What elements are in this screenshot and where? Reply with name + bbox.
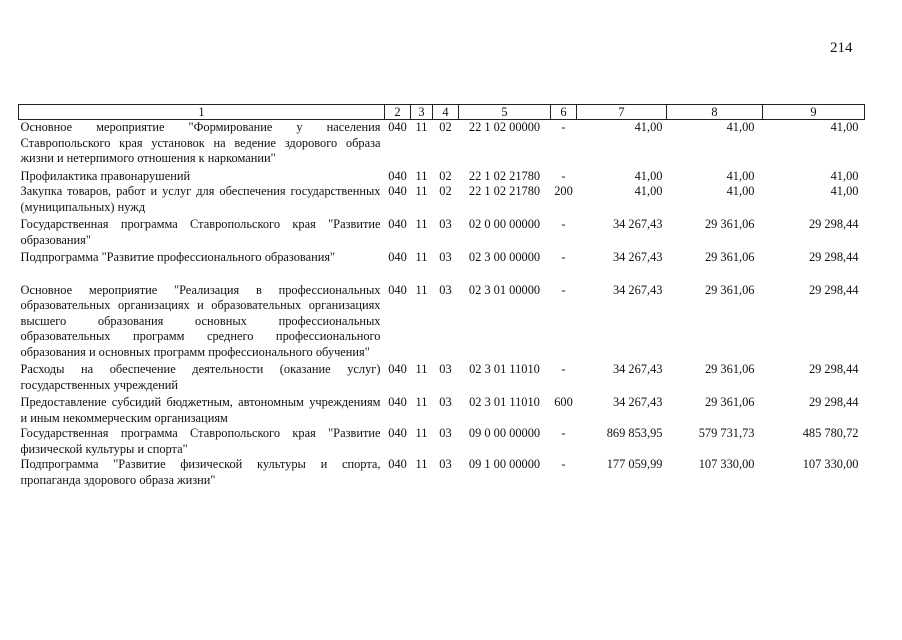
cell-amount-8: 29 361,06	[704, 217, 755, 231]
cell-subsection: 03	[439, 217, 452, 231]
cell-target-article: 22 1 02 21780	[468, 168, 541, 183]
cell-amount-8: 29 361,06	[704, 282, 755, 297]
column-header: 5	[459, 105, 551, 120]
row-name: Государственная программа Ставропольского края "Развитие образования"	[20, 217, 381, 247]
table-row	[19, 393, 865, 426]
cell-amount-7: 41,00	[634, 168, 663, 183]
cell-amount-7: 34 267,43	[612, 217, 663, 231]
cell-amount-8: 41,00	[726, 184, 755, 198]
cell-amount-9: 41,00	[830, 184, 859, 198]
cell-ministry-code: 040	[388, 250, 407, 264]
cell-amount-8: 29 361,06	[704, 395, 755, 409]
table-header-row	[19, 105, 865, 120]
cell-amount-9: 29 298,44	[808, 395, 859, 409]
cell-amount-8: 29 361,06	[704, 250, 755, 264]
cell-section: 11	[415, 426, 428, 440]
column-header: 6	[551, 105, 577, 120]
cell-subsection: 02	[439, 120, 452, 134]
cell-amount-7: 34 267,43	[612, 395, 663, 409]
cell-amount-8: 107 330,00	[698, 457, 755, 471]
cell-subsection: 03	[439, 362, 452, 376]
cell-target-article: 02 3 00 00000	[468, 250, 541, 264]
cell-section: 11	[415, 217, 428, 231]
table-row	[19, 184, 865, 215]
cell-section: 11	[415, 250, 428, 264]
row-name: Профилактика правонарушений	[20, 168, 191, 183]
row-name: Закупка товаров, работ и услуг для обеспечения государственных (муниципальных) нужд	[20, 184, 381, 214]
column-header: 7	[577, 105, 667, 120]
cell-target-article: 02 3 01 00000	[468, 282, 541, 297]
row-name: Подпрограмма "Развитие физической культуры и спорта, пропаганда здорового образа жизни"	[20, 457, 381, 487]
cell-target-article: 09 0 00 00000	[468, 426, 541, 440]
table-row	[19, 426, 865, 457]
cell-amount-7: 177 059,99	[606, 457, 663, 471]
cell-target-article: 02 0 00 00000	[468, 217, 541, 231]
cell-amount-9: 29 298,44	[808, 217, 859, 231]
table-row	[19, 457, 865, 488]
cell-target-article: 02 3 01 11010	[469, 395, 540, 409]
cell-amount-7: 41,00	[634, 120, 663, 134]
column-header: 1	[19, 105, 385, 120]
row-name: Расходы на обеспечение деятельности (оказание услуг) государственных учреждений	[20, 362, 381, 392]
cell-amount-8: 41,00	[726, 168, 755, 183]
cell-amount-7: 34 267,43	[612, 250, 663, 264]
cell-amount-7: 34 267,43	[612, 282, 663, 297]
table-row	[19, 266, 865, 361]
row-name: Основное мероприятие "Формирование у населения Ставропольского края установок на ведение здорового образа жизни и нетерпимого отношения к наркомании"	[20, 120, 381, 165]
cell-amount-9: 29 298,44	[808, 250, 859, 264]
cell-subsection: 03	[439, 426, 452, 440]
cell-target-article: 09 1 00 00000	[468, 457, 541, 471]
cell-target-article: 02 3 01 11010	[469, 362, 540, 376]
cell-expense-type: 200	[554, 184, 573, 198]
cell-amount-7: 869 853,95	[606, 426, 663, 440]
cell-section: 11	[415, 184, 428, 198]
column-header: 2	[385, 105, 411, 120]
cell-section: 11	[415, 395, 428, 409]
table-row	[19, 120, 865, 167]
cell-subsection: 03	[439, 282, 452, 297]
cell-target-article: 22 1 02 21780	[468, 184, 541, 198]
cell-ministry-code: 040	[388, 120, 407, 134]
cell-expense-type: -	[561, 120, 566, 134]
cell-subsection: 02	[439, 168, 452, 183]
cell-amount-9: 29 298,44	[808, 282, 859, 297]
table-row	[19, 248, 865, 266]
table-row	[19, 360, 865, 393]
row-name: Предоставление субсидий бюджетным, автономным учреждениям и иным некоммерческим организациям	[20, 395, 381, 425]
cell-expense-type: -	[561, 362, 566, 376]
cell-section: 11	[415, 282, 428, 297]
cell-ministry-code: 040	[388, 426, 407, 440]
cell-ministry-code: 040	[388, 282, 407, 297]
cell-ministry-code: 040	[388, 362, 407, 376]
row-name: Государственная программа Ставропольского края "Развитие физической культуры и спорта"	[20, 426, 381, 456]
cell-expense-type: -	[561, 168, 566, 183]
cell-subsection: 03	[439, 250, 452, 264]
cell-expense-type: -	[561, 426, 566, 440]
column-header: 3	[411, 105, 433, 120]
cell-ministry-code: 040	[388, 217, 407, 231]
cell-section: 11	[415, 168, 428, 183]
cell-expense-type: -	[561, 217, 566, 231]
table-row	[19, 215, 865, 248]
row-name: Подпрограмма "Развитие профессионального образования"	[20, 250, 336, 264]
column-header: 8	[667, 105, 763, 120]
cell-amount-8: 579 731,73	[698, 426, 755, 440]
row-name: Основное мероприятие "Реализация в профессиональных образовательных организациях и образовательных организациях высшего образования основных профессиональных образовательных программ среднего профессионального образования и основных программ профессионального обучения"	[20, 282, 381, 359]
cell-section: 11	[415, 457, 428, 471]
cell-ministry-code: 040	[388, 395, 407, 409]
cell-amount-7: 41,00	[634, 184, 663, 198]
cell-ministry-code: 040	[388, 184, 407, 198]
cell-ministry-code: 040	[388, 168, 407, 183]
cell-subsection: 03	[439, 457, 452, 471]
cell-expense-type: -	[561, 457, 566, 471]
cell-target-article: 22 1 02 00000	[468, 120, 541, 134]
cell-expense-type: -	[561, 250, 566, 264]
cell-subsection: 03	[439, 395, 452, 409]
cell-subsection: 02	[439, 184, 452, 198]
cell-amount-8: 41,00	[726, 120, 755, 134]
cell-section: 11	[415, 362, 428, 376]
cell-expense-type: 600	[554, 395, 573, 409]
budget-table	[18, 104, 865, 488]
cell-amount-8: 29 361,06	[704, 362, 755, 376]
cell-amount-9: 41,00	[830, 120, 859, 134]
cell-section: 11	[415, 120, 428, 134]
column-header: 4	[433, 105, 459, 120]
cell-ministry-code: 040	[388, 457, 407, 471]
cell-amount-9: 107 330,00	[802, 457, 859, 471]
cell-amount-9: 29 298,44	[808, 362, 859, 376]
table-row	[19, 167, 865, 185]
cell-amount-9: 41,00	[830, 168, 859, 183]
cell-amount-7: 34 267,43	[612, 362, 663, 376]
cell-expense-type: -	[561, 282, 566, 297]
column-header: 9	[763, 105, 865, 120]
cell-amount-9: 485 780,72	[802, 426, 859, 440]
page-number: 214	[830, 40, 853, 56]
